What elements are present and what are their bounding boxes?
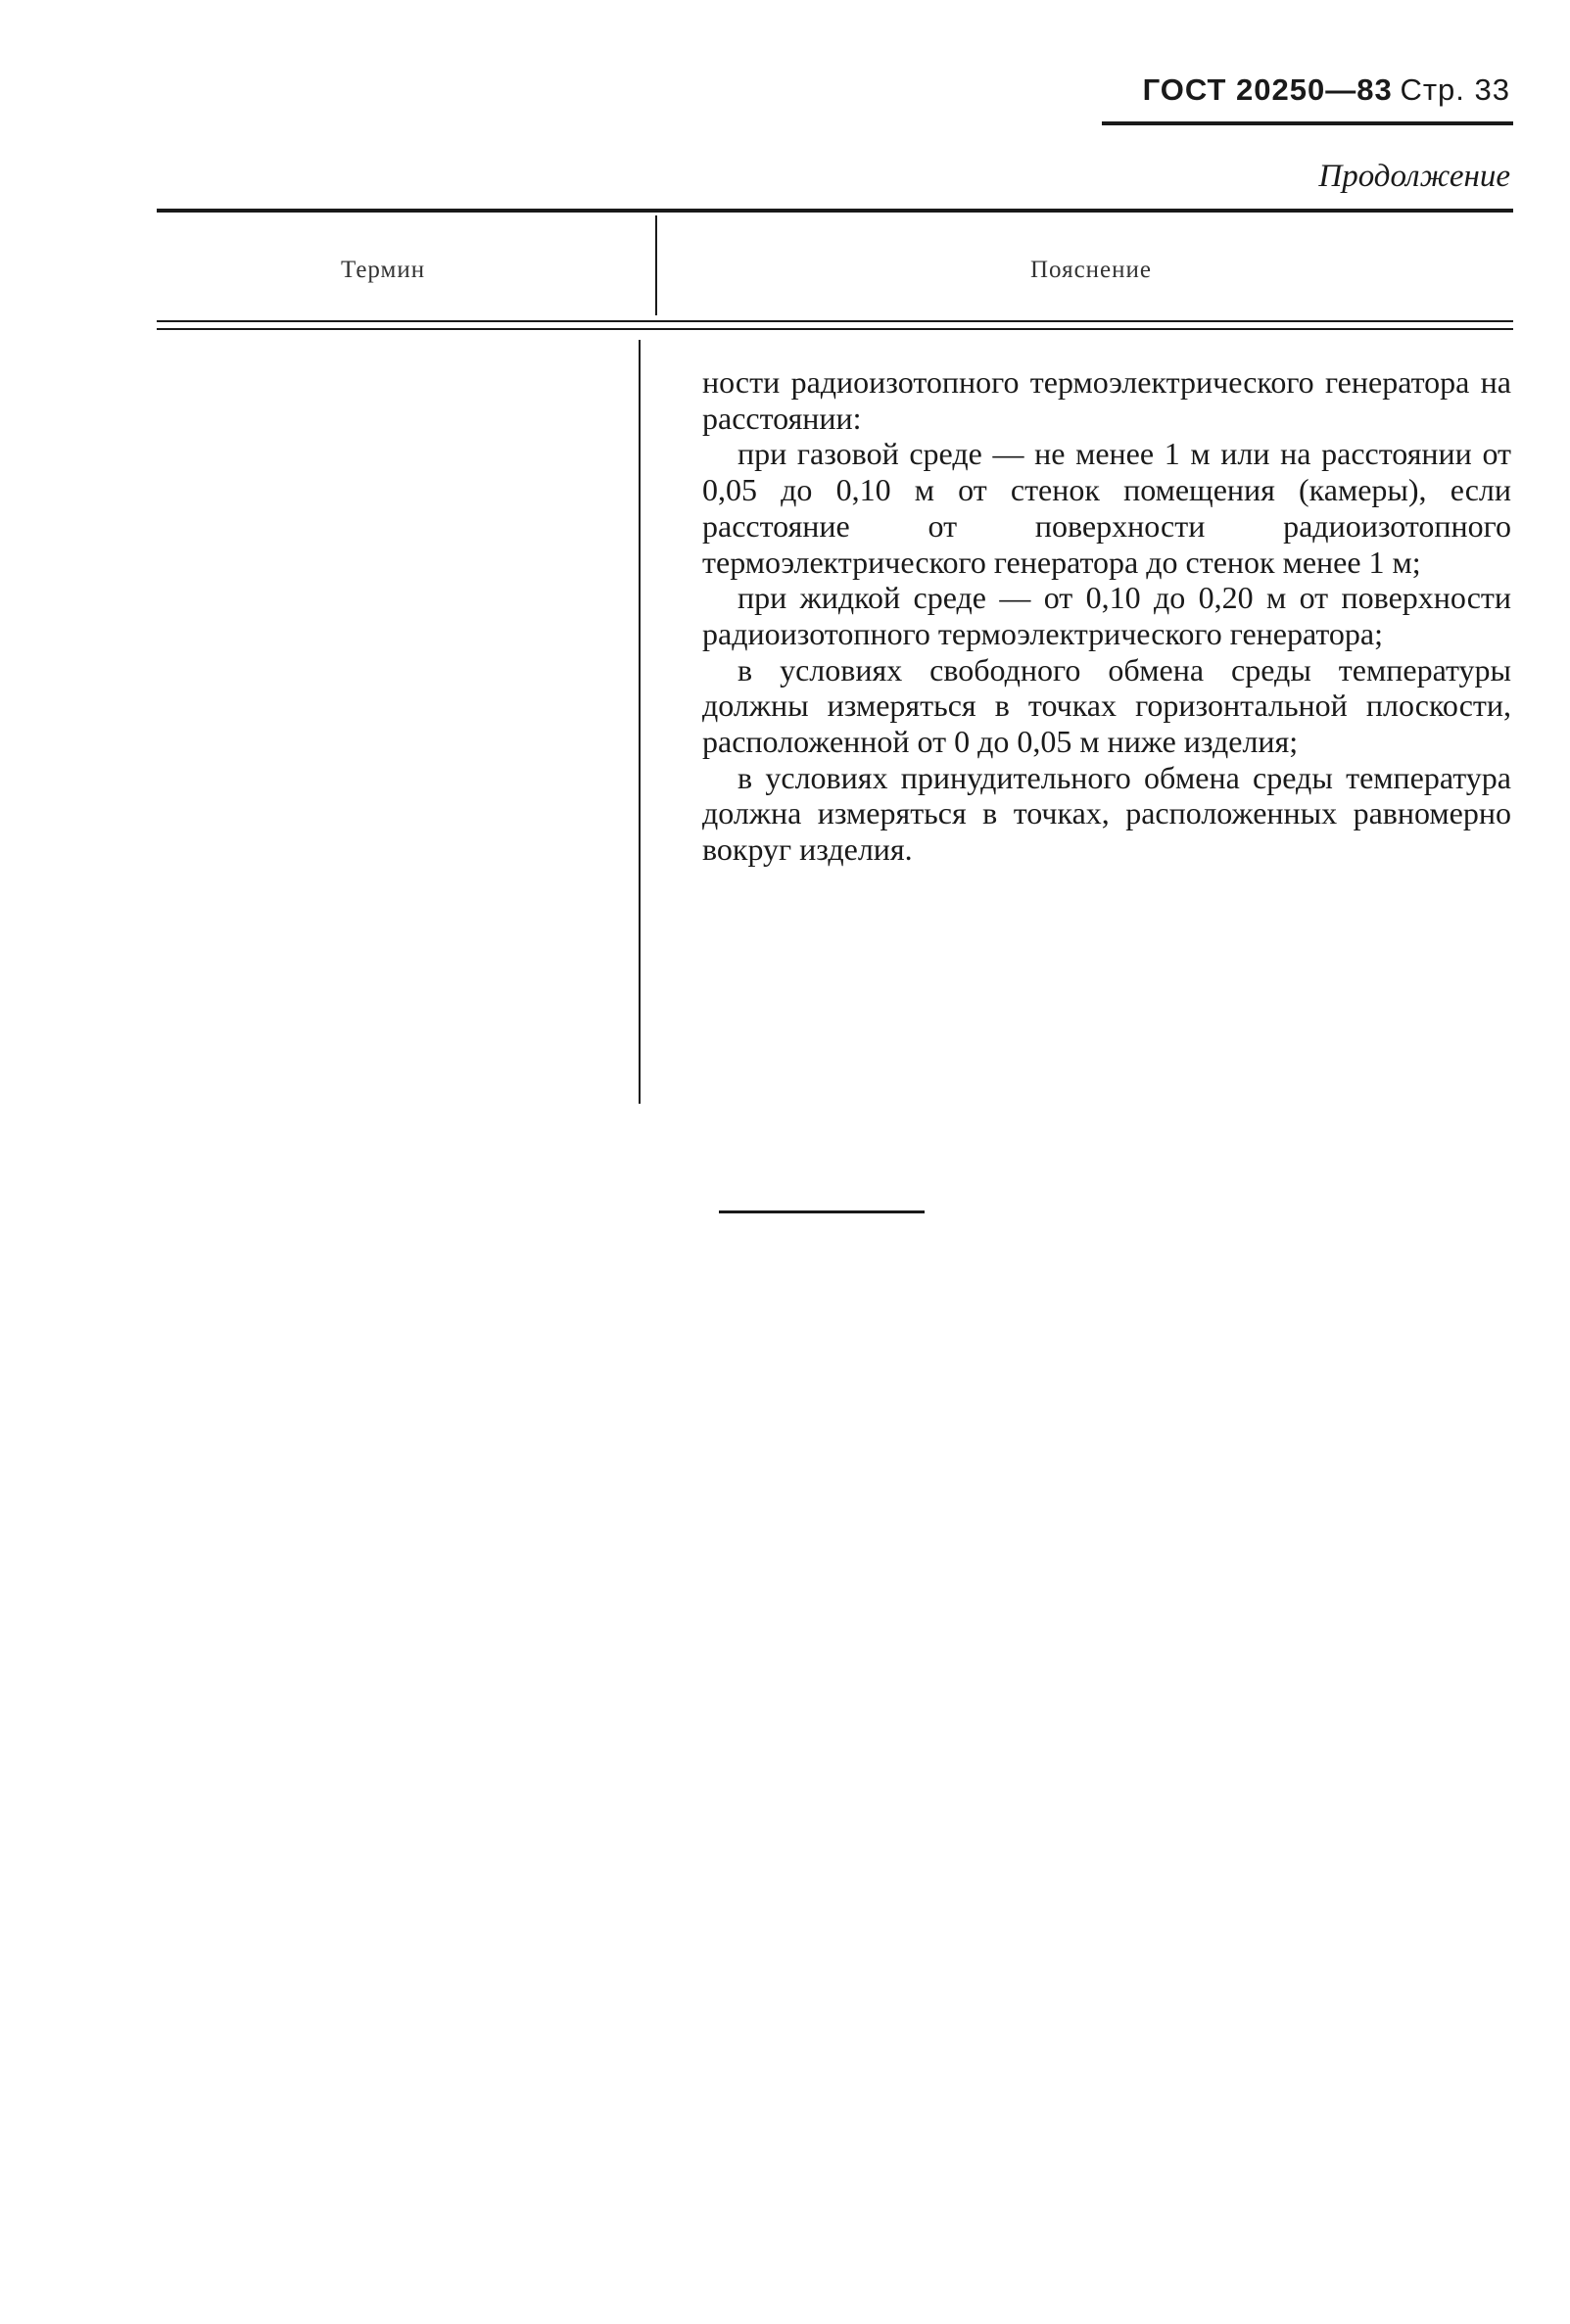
table-top-rule: [157, 209, 1513, 213]
table-header-rule: [157, 320, 1513, 322]
continuation-label: Продолжение: [1318, 159, 1510, 194]
explanation-paragraph: в условиях принудительного обмена среды температура должна измеряться в точках, расположенных равномерно вокруг изделия.: [702, 759, 1511, 868]
explanation-cell: [702, 364, 1511, 868]
column-header-explanation: Пояснение: [1030, 257, 1153, 283]
explanation-paragraph: при газовой среде — не менее 1 м или на расстоянии от 0,05 до 0,10 м от стенок помещения (камеры), если расстояние от поверхности радиоизотопного термоэлектрического генератора до стенок менее 1 м;: [702, 436, 1511, 580]
table-header-rule-double: [157, 328, 1513, 330]
column-header-term: Термин: [341, 257, 426, 283]
standard-number: ГОСТ 20250—83: [1142, 72, 1393, 107]
explanation-paragraph: в условиях свободного обмена среды температуры должны измеряться в точках горизонтальной плоскости, расположенной от 0 до 0,05 м ниже изделия;: [702, 651, 1511, 760]
end-of-table-rule: [719, 1210, 925, 1213]
page-number: Стр. 33: [1400, 72, 1510, 107]
explanation-paragraph: при жидкой среде — от 0,10 до 0,20 м от поверхности радиоизотопного термоэлектрического генератора;: [702, 580, 1511, 651]
explanation-paragraph: ности радиоизотопного термоэлектрического генератора на расстоянии:: [702, 364, 1511, 436]
header-underline: [1102, 121, 1513, 125]
header-column-divider: [655, 215, 657, 315]
page-header: [1077, 72, 1510, 108]
body-column-divider: [639, 340, 641, 1104]
